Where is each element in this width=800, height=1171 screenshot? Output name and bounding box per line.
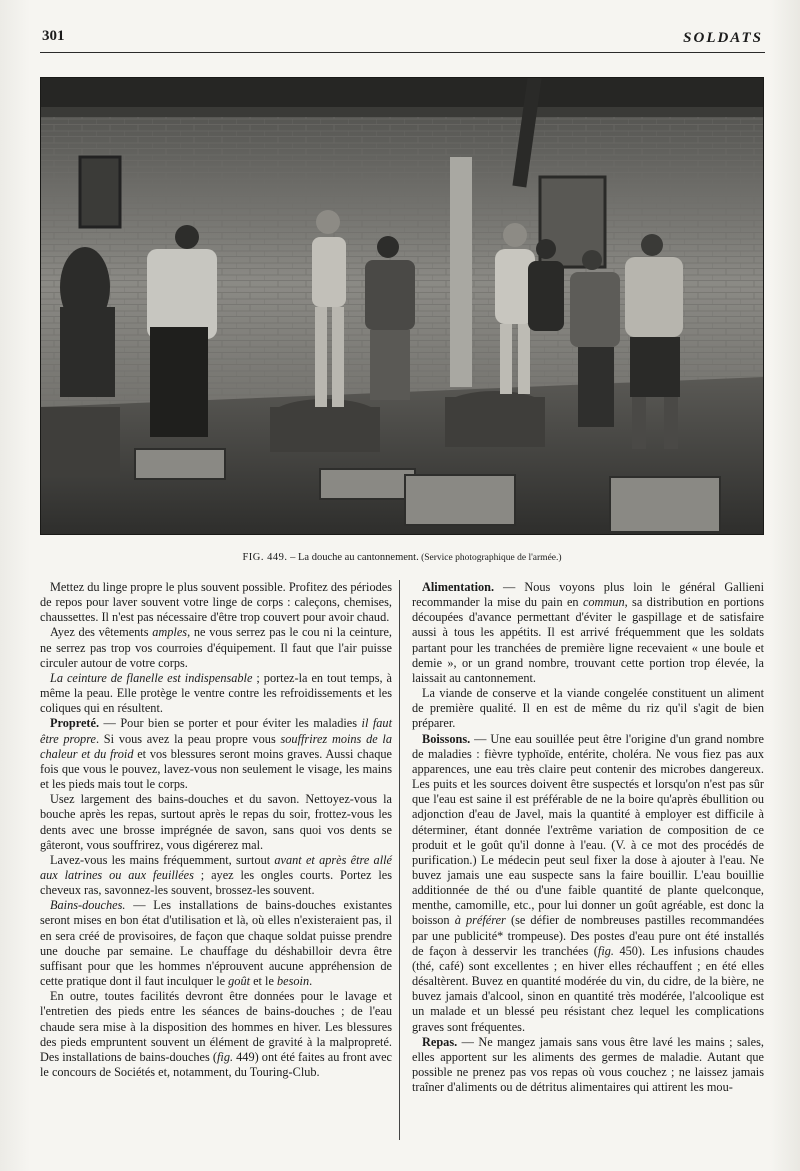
figure-title: – La douche au cantonnement. xyxy=(287,552,419,563)
paragraph: Ayez des vêtements amples, ne vous serrez pas le cou ni la ceinture, ne serrez pas trop vos courroies d'équipement. Il faut que l'air puisse circuler autour de votre corps. xyxy=(40,625,392,670)
run-in-heading: Bains-douches. xyxy=(50,898,126,913)
paragraph-repas: Repas. — Ne mangez jamais sans vous être lavé les mains ; sales, elles apportent sur les aliments des germes de maladie. Autant que possible ne prenez pas vos repas où vous couchez ; ne laissez jamais traîner d'aliments ou de détritus alimentaires qui attirent les mou- xyxy=(412,1034,764,1095)
run-in-heading: Boissons. xyxy=(422,731,471,746)
paragraph: La ceinture de flanelle est indispensable ; portez-la en tout temps, à même la peau. Elle protège le ventre contre les refroidissements et les coliques qui en résultent. xyxy=(40,670,392,716)
page-number: 301 xyxy=(42,28,65,44)
running-title: SOLDATS xyxy=(683,30,763,46)
paragraph: Usez largement des bains-douches et du savon. Nettoyez-vous la bouche après les repas, surtout après le repas du soir, frottez-vous les dents avec une brosse imprégnée de savon, sans quoi vos dents se gâteront, vous souffrirez, vous digérerez mal. xyxy=(40,792,392,852)
left-column xyxy=(40,580,392,1080)
paragraph: La viande de conserve et la viande congelée constituent un aliment de première qualité. Il en est de même du riz qu'il s'agit de bien préparer. xyxy=(412,686,764,731)
run-in-heading: Propreté. xyxy=(50,716,100,731)
shower-photo-illustration xyxy=(40,77,764,535)
figure-credit: (Service photographique de l'armée.) xyxy=(418,553,562,563)
run-in-heading: Repas. xyxy=(422,1034,458,1049)
figure-caption xyxy=(40,552,764,563)
paragraph: Mettez du linge propre le plus souvent possible. Profitez des périodes de repos pour laver souvent votre linge de corps : caleçons, chemises, chaussettes. Il n'est pas nécessaire d'être trop couvert pour avoir chaud. xyxy=(40,580,392,625)
paragraph-proprete: Propreté. — Pour bien se porter et pour éviter les maladies il faut être propre. Si vous avez la peau propre vous souffrirez moins de la chaleur et du froid et vos blessures seront moins graves. Aussi chaque fois que vous le pouvez, lavez-vous non seulement le visage, les mains et les pieds mais tout le corps. xyxy=(40,716,392,792)
paragraph-alimentation: Alimentation. — Nous voyons plus loin le général Gallieni recommander la mise du pain en commun, sa distribution en portions découpées d'avance permettant d'éviter le gaspillage et de satisfaire aussi à tous les appétits. Il est arrivé fréquemment que les soldats partant pour les tranchées de première ligne recevaient « une boule et demie », or un grand nombre, trouvant cette portion trop élevée, la laissait au cantonnement. xyxy=(412,580,765,685)
figure-label: FIG. 449. xyxy=(242,552,288,563)
paragraph: Lavez-vous les mains fréquemment, surtout avant et après être allé aux latrines ou aux feuillées ; ayez les ongles courts. Portez les cheveux ras, savonnez-les souvent, brossez-les souvent. xyxy=(40,852,392,898)
figure-photo xyxy=(40,77,764,535)
paragraph-boissons: Boissons. — Une eau souillée peut être l'origine d'un grand nombre de maladies : fièvre typhoïde, entérite, choléra. Ne vous fiez pas aux apparences, une eau très claire peut contenir des microbes dangereux. Les puits et les sources doivent être suspectés et lorsqu'on n'est pas sûr que l'eau est saine il est préférable de ne la boire qu'après ébullition ou adjonction d'eau de Javel, mais la quantité à employer est difficile à déterminer, étant donnée l'extrême variation de composition de ce produit et le goût qu'il donne à l'eau. (V. à ce mot des procédés de purification.) Le médecin peut seul fixer la dose à ajouter à l'eau. Ne buvez jamais une eau suspecte sans la faire bouillir. L'eau bouillie additionnée de thé ou d'une faible quantité de plante quelconque, menthe, camomille, etc., pour lui donner un goût agréable, est donc la boisson à préférer (se défier de nombreuses pastilles recommandées par une publicité* trompeuse). Des postes d'eau pure ont été installés de façon à desservir les tranchées (fig. 450). Les infusions chaudes (thé, café) sont excellentes ; en hiver elles réchauffent ; en été elles désaltèrent. Buvez en quantité modérée du vin, du cidre, de la bière, ne buvez jamais d'alcool, sinon en quantité très modérée, l'alcoolique est un malade et un blessé peu résistant chez lequel les complications graves sont fréquentes. xyxy=(412,731,765,1034)
page-header xyxy=(40,28,765,53)
run-in-heading: Alimentation. xyxy=(422,580,495,594)
right-column xyxy=(412,580,764,1095)
column-divider xyxy=(399,580,400,1140)
paragraph-bains-douches: Bains-douches. — Les installations de bains-douches existantes seront mises en bon état d'utilisation et là, où elles n'existeraient pas, il en sera créé de provisoires, de façon que chaque soldat puisse prendre une douche par semaine. Le chauffage du déshabilloir devra être suffisant pour que les hommes n'éprouvent aucune appréhension de cette pratique dont il faut inculquer le goût et le besoin. xyxy=(40,898,392,989)
paragraph: En outre, toutes facilités devront être données pour le lavage et l'entretien des pieds entre les séances de bains-douches ; de l'eau chaude sera mise à la disposition des hommes en hiver. Les blessures des pieds empruntent souvent un élément de gravité à la malpropreté. Des installations de bains-douches (fig. 449) ont été faites au front avec le concours de Sociétés et, notamment, du Touring-Club. xyxy=(40,989,392,1079)
